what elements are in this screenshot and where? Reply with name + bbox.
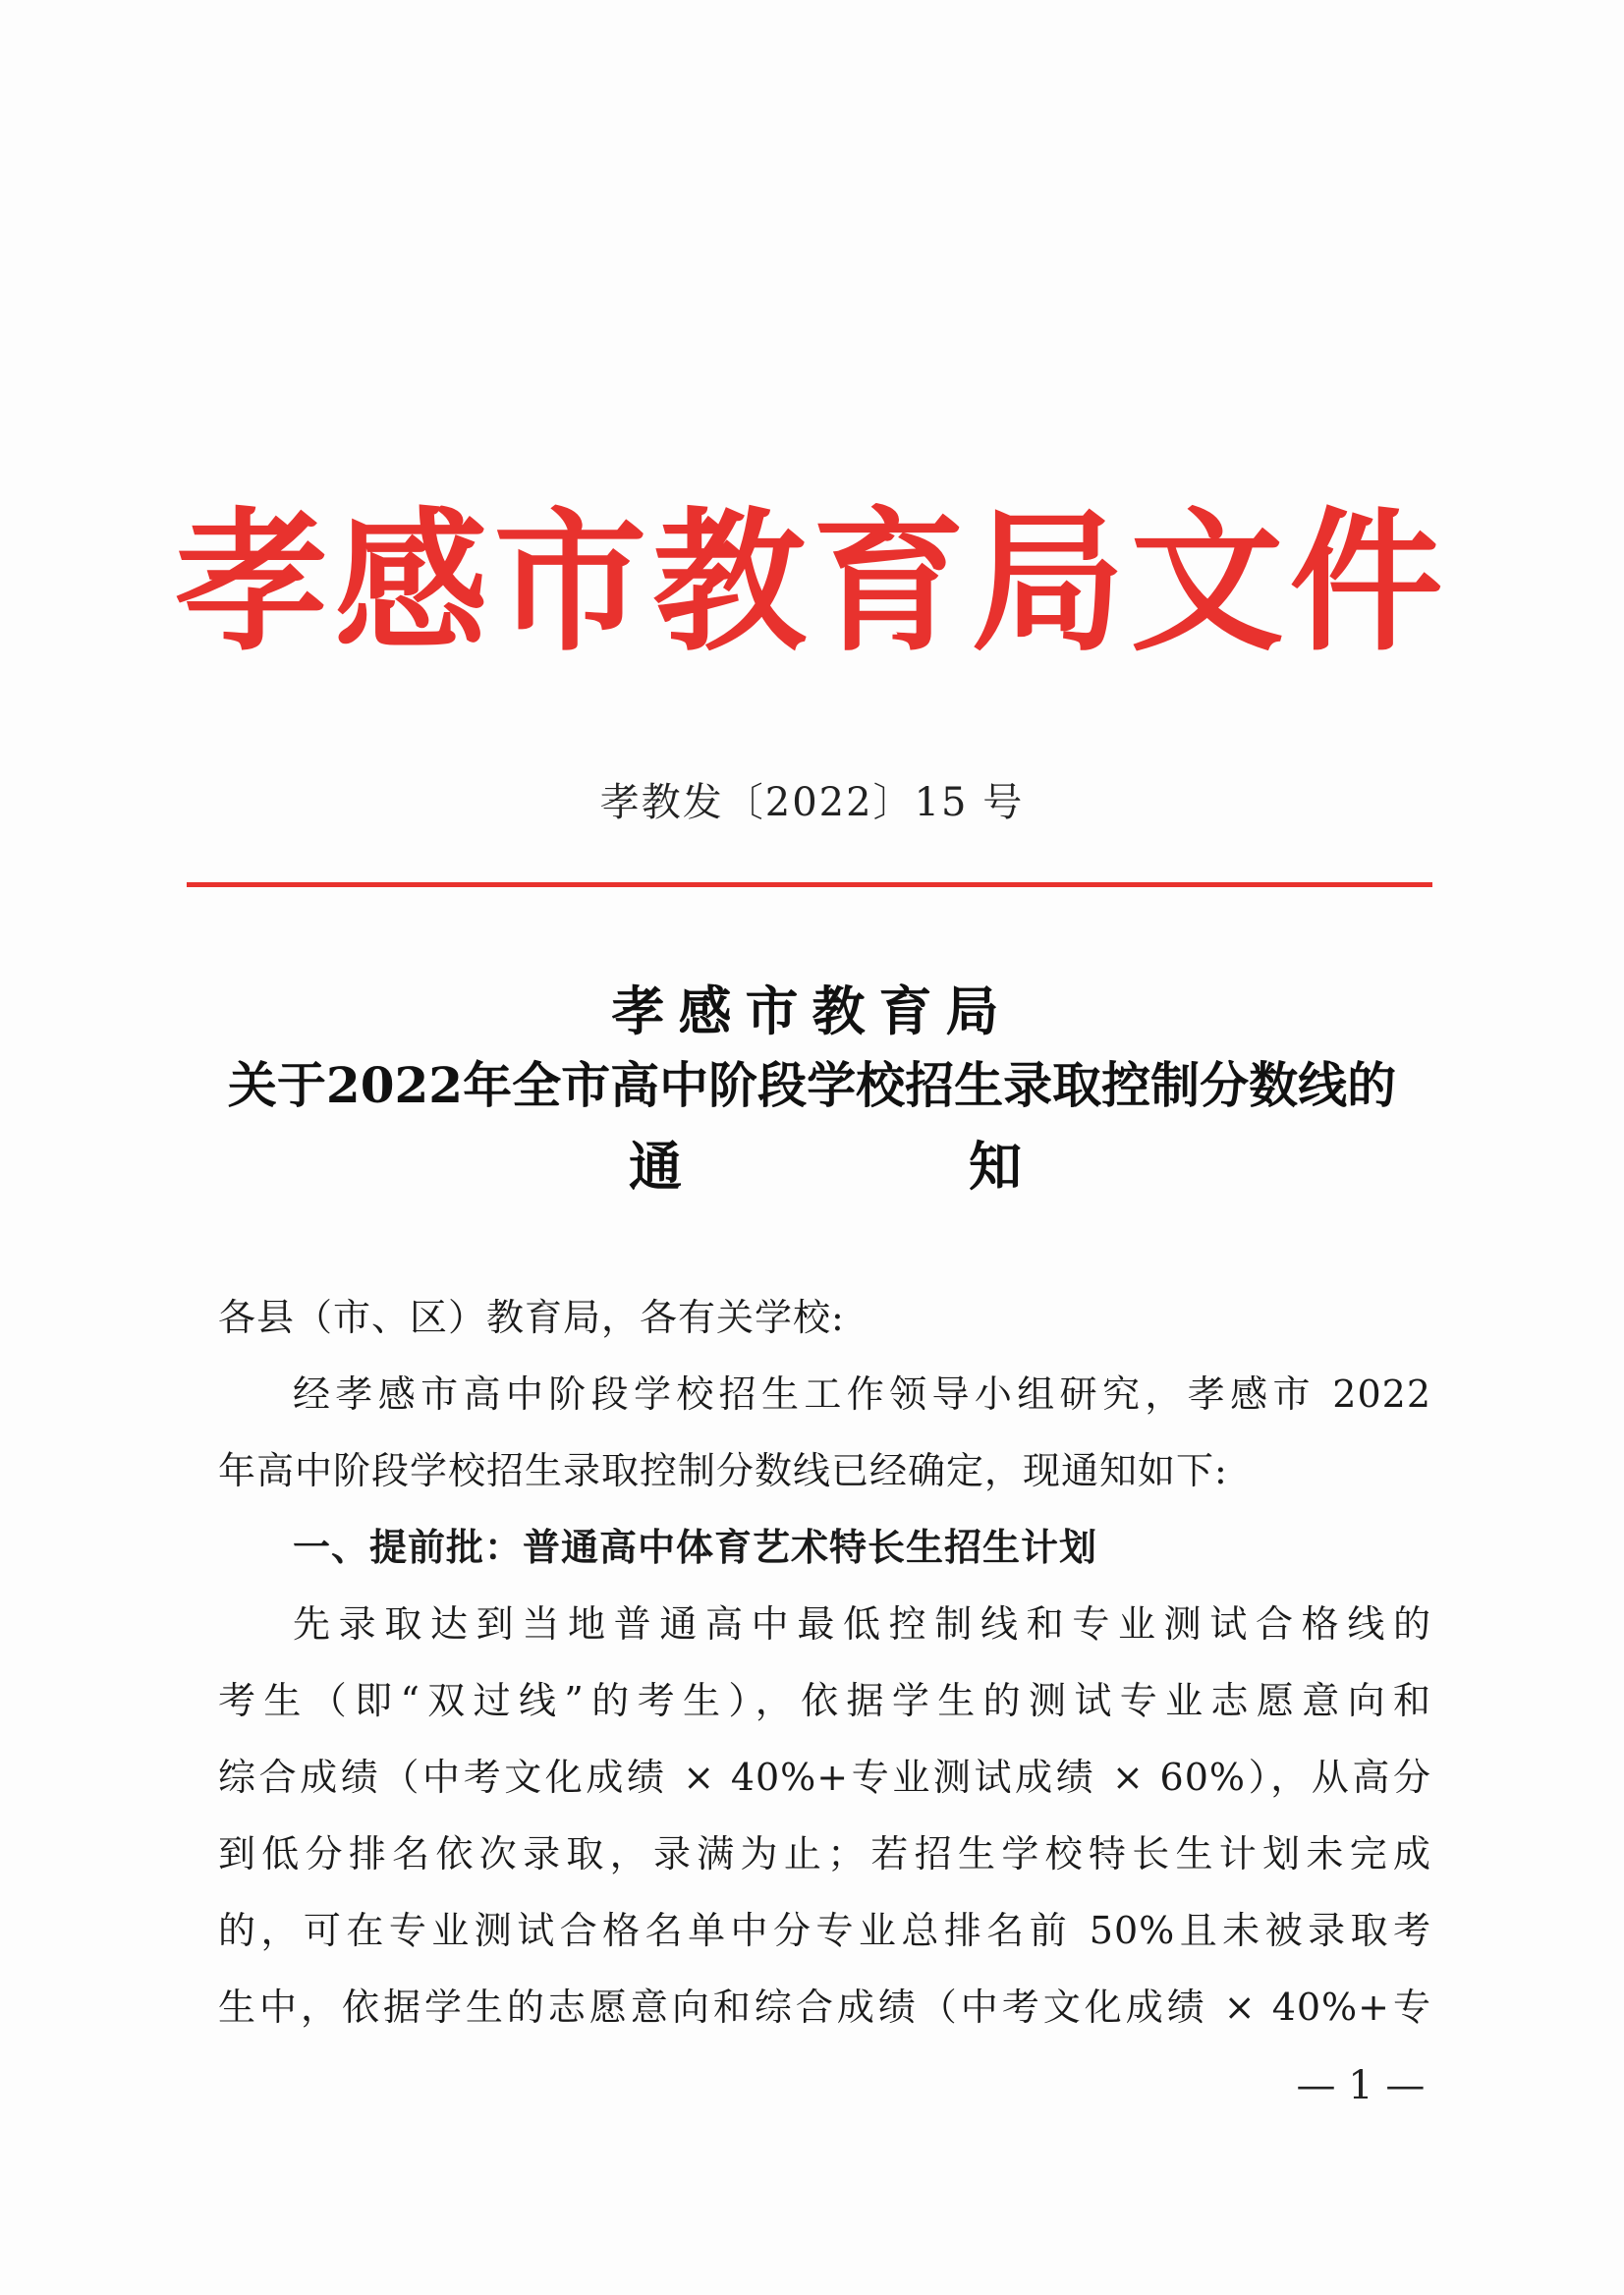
section-paragraph-line: 生中，依据学生的志愿意向和综合成绩（中考文化成绩 × 40%+专 — [218, 1986, 1431, 2029]
body-paragraph-line: 经孝感市高中阶段学校招生工作领导小组研究，孝感市 2022 — [293, 1372, 1431, 1416]
section-paragraph-line: 先录取达到当地普通高中最低控制线和专业测试合格线的 — [293, 1602, 1431, 1646]
salutation: 各县（市、区）教育局，各有关学校: — [218, 1296, 845, 1339]
masthead-title: 孝感市教育局文件 — [175, 492, 1449, 672]
section-paragraph-line: 综合成绩（中考文化成绩 × 40%+专业测试成绩 × 60%），从高分 — [218, 1756, 1431, 1799]
body-paragraph-line: 年高中阶段学校招生录取控制分数线已经确定，现通知如下: — [218, 1449, 1228, 1492]
title-notice-right: 知 — [969, 1135, 1022, 1198]
section-paragraph-line: 的，可在专业测试合格名单中分专业总排名前 50%且未被录取考 — [218, 1909, 1431, 1952]
section-paragraph-line: 到低分排名依次录取，录满为止；若招生学校特长生计划未完成 — [218, 1832, 1431, 1875]
title-notice — [629, 1135, 1022, 1198]
section-paragraph-line: 考生（即“双过线”的考生），依据学生的测试专业志愿意向和 — [218, 1679, 1431, 1722]
title-notice-left: 通 — [629, 1135, 682, 1198]
page-number: — 1 — — [1296, 2063, 1426, 2108]
title-subject: 关于2022年全市高中阶段学校招生录取控制分数线的 — [227, 1056, 1397, 1114]
red-divider-line — [187, 882, 1432, 887]
title-issuer: 孝感市教育局 — [611, 980, 1013, 1042]
document-number: 孝教发〔2022〕15 号 — [599, 780, 1025, 825]
section-heading: 一、提前批：普通高中体育艺术特长生招生计划 — [293, 1526, 1098, 1569]
